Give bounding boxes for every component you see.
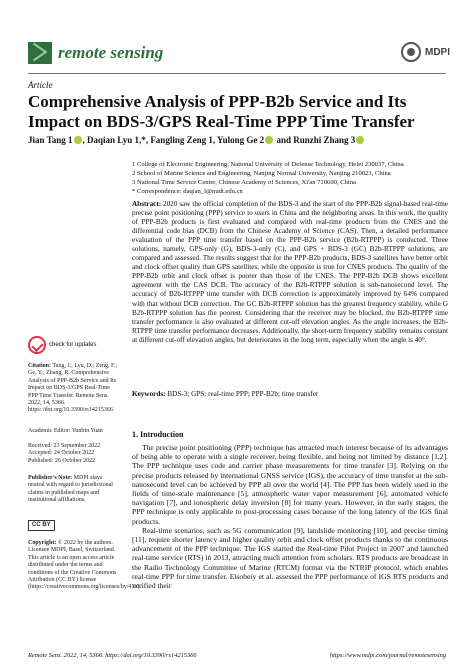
author[interactable]: Yulong Ge 2 — [217, 135, 265, 145]
affiliation: 2 School of Marine Science and Engineering, Nanjing Normal University, Nanjing 210023, China — [132, 170, 391, 177]
keywords-label: Keywords: — [132, 390, 166, 398]
orcid-icon[interactable] — [74, 136, 82, 144]
body-text — [132, 443, 448, 590]
paragraph: The precise point positioning (PPP) technique has attracted much interest because of its advantages of being able to operate with a single receiver, being flexible, and being not limited by distance [1,2]. The PPP technique uses code and carrier phase measurements for time transfer [3]. Relying on the precise products released by international GNSS service (IGS), the accuracy of time transfer at the sub-nanosecond level can be achieved by PPP all over the world [4]. The PPP has been widely used in the fields of time-scale maintenance [5], atmospheric water vapor measurement [6], automated vehicle navigation [7], and ionospheric delay inversion [8] for many years. However, in the early stages, the PPP technique is only applicable to post-processing cases because of the long latency of the IGS final products. — [132, 443, 448, 526]
abstract-text: 2020 saw the official completion of the BDS-3 and the start of the PPP-B2b signal-based real-time precise point positioning (PPP) service to users in China and the neighboring areas. In this work, the quality of PPP-B2b products is first evaluated and compared with real-time products from the CNES and the differential code bias (DCB) from the Chinese Academy of Science (CAS). Then, a detailed performance evaluation of the PPP time transfer based on the PPP-B2b service (B2b-RTPPP) is conducted. Three solutions, namely, GPS-only (G), BDS-3-only (C), and GPS + BDS-3 (GC) B2b-RTPPP solutions, are compared and assessed. The results suggest that for the PPP-B2b products, BDS-3 satellites have better orbit and clock offset quality than GPS satellites, while the opposite is true for CNES products. The quality of the PPP-B2b orbit and clock offset is poorer than those of the CNES. The PPP-B2b DCB shows excellent agreement with the CAS DCB. The accuracy of the B2b-RTPPP solution is sub-nanosecond level. The accuracy of B2b-RTPPP time transfer with DCB correction is approximately improved by 64% compared with that without DCB correction. The GC B2b-RTPPP solution has the greatest frequency stability, while G B2b-RTPPP solution has the poorest. Considering that the receiver may be blocked, the B2b-RTPPP time transfer performance is also evaluated at different cut-off elevation angles. As the angle increases, the B2b-RTPPP time transfer performance decreases. Additionally, the short-term frequency stability remains constant at different cut-off elevation angles, but deteriorates in the long term, especially when the angle is 40°. — [132, 200, 448, 344]
received-date: Received: 23 September 2022 — [28, 443, 101, 449]
footer-citation[interactable]: Remote Sens. 2022, 14, 5366. https://doi.org/10.3390/rs14215366 — [28, 652, 197, 659]
copyright-label: Copyright: — [28, 540, 57, 546]
article-type: Article — [28, 80, 53, 90]
check-for-updates[interactable] — [28, 336, 96, 354]
dates-block — [28, 443, 120, 465]
copyright-block — [28, 540, 142, 592]
paper-title: Comprehensive Analysis of PPP-B2b Service and Its Impact on BDS-3/GPS Real-Time PPP Time Transfer — [28, 92, 415, 131]
author[interactable]: Daqian Lyu 1,* — [87, 135, 146, 145]
mdpi-icon — [401, 42, 421, 62]
publisher-name: MDPI — [425, 46, 450, 58]
publisher-logo — [401, 42, 450, 62]
page-footer — [28, 652, 446, 659]
header-divider — [28, 73, 446, 74]
orcid-icon[interactable] — [265, 136, 273, 144]
editor-block — [28, 428, 120, 435]
footer-journal-url[interactable]: https://www.mdpi.com/journal/remotesensing — [329, 652, 446, 659]
orcid-icon[interactable] — [356, 136, 364, 144]
copyright-text: © 2022 by the authors. Licensee MDPI, Basel, Switzerland. This article is an open access article distributed under the terms and conditions of the Creative Commons Attribution (CC BY) license (https://creativecommons.org/licenses/by/4.0/). — [28, 540, 142, 591]
journal-name: remote sensing — [58, 43, 164, 62]
publisher-note-text: MDPI stays neutral with regard to jurisdictional claims in published maps and institutional affiliations. — [28, 475, 113, 504]
journal-logo-icon — [28, 42, 52, 64]
affiliation: 3 National Time Service Center, Chinese Academy of Sciences, Xi'an 710600, China — [132, 179, 356, 186]
publisher-note — [28, 475, 120, 505]
journal-logo — [28, 42, 163, 64]
citation-label: Citation: — [28, 363, 51, 369]
citation-block — [28, 363, 120, 415]
keywords — [132, 390, 448, 399]
abstract — [132, 200, 448, 345]
academic-editor: Academic Editor: Yunbin Yuan — [28, 428, 103, 434]
section-heading: 1. Introduction — [132, 430, 184, 439]
author[interactable]: Fangling Zeng 1 — [150, 135, 213, 145]
affiliations — [132, 160, 452, 196]
cc-license-icon[interactable]: CC BY — [28, 520, 55, 531]
author[interactable]: Runzhi Zhang 3 — [293, 135, 356, 145]
publisher-note-label: Publisher's Note: — [28, 475, 73, 481]
affiliation: 1 College of Electronic Engineering, National University of Defense Technology, Hefei 230037, China — [132, 161, 404, 168]
check-updates-label: check for updates — [49, 341, 97, 348]
author[interactable]: Jian Tang 1 — [28, 135, 73, 145]
author-list: Jian Tang 1 , Daqian Lyu 1,*, Fangling Zeng 1, Yulong Ge 2 and Runzhi Zhang 3 — [28, 135, 365, 145]
published-date: Published: 26 October 2022 — [28, 457, 96, 464]
paragraph: Real-time scenarios, such as 5G communication [9], landslide monitoring [10], and precise timing [11], require shorter latency and higher quality orbit and clock offset products thanks to the continuous advancement of the PPP technique. The IGS started the Real-time Pilot Project in 2007 and launched real-time service (RTS) in 2013, attracting much attention from scholars. RTS products are broadcast in the Radio Technology Committee of Marine (RTCM) format via the NTRIP protocol, which enables real-time PPP for time transfer. Elsobeiy et al. assessed the PPP performance of IGS RTS products and verified their — [132, 525, 448, 591]
keywords-text: BDS-3; GPS; real-time PPP; PPP-B2b; time transfer — [167, 390, 319, 398]
cc-badge-wrap — [28, 520, 120, 531]
correspondence[interactable]: * Correspondence: daqian_l@nudt.edu.cn — [132, 188, 243, 195]
check-updates-icon — [28, 336, 46, 354]
abstract-label: Abstract: — [132, 200, 162, 208]
citation-text[interactable]: Tang, J.; Lyu, D.; Zeng, F.; Ge, Y.; Zhang, R. Comprehensive Analysis of PPP-B2b Service and Its Impact on BDS-3/GPS Real-Time PPP Time Transfer. Remote Sens. 2022, 14, 5366. https://doi.org/10.3390/rs14215366 — [28, 363, 118, 414]
accepted-date: Accepted: 24 October 2022 — [28, 450, 95, 457]
